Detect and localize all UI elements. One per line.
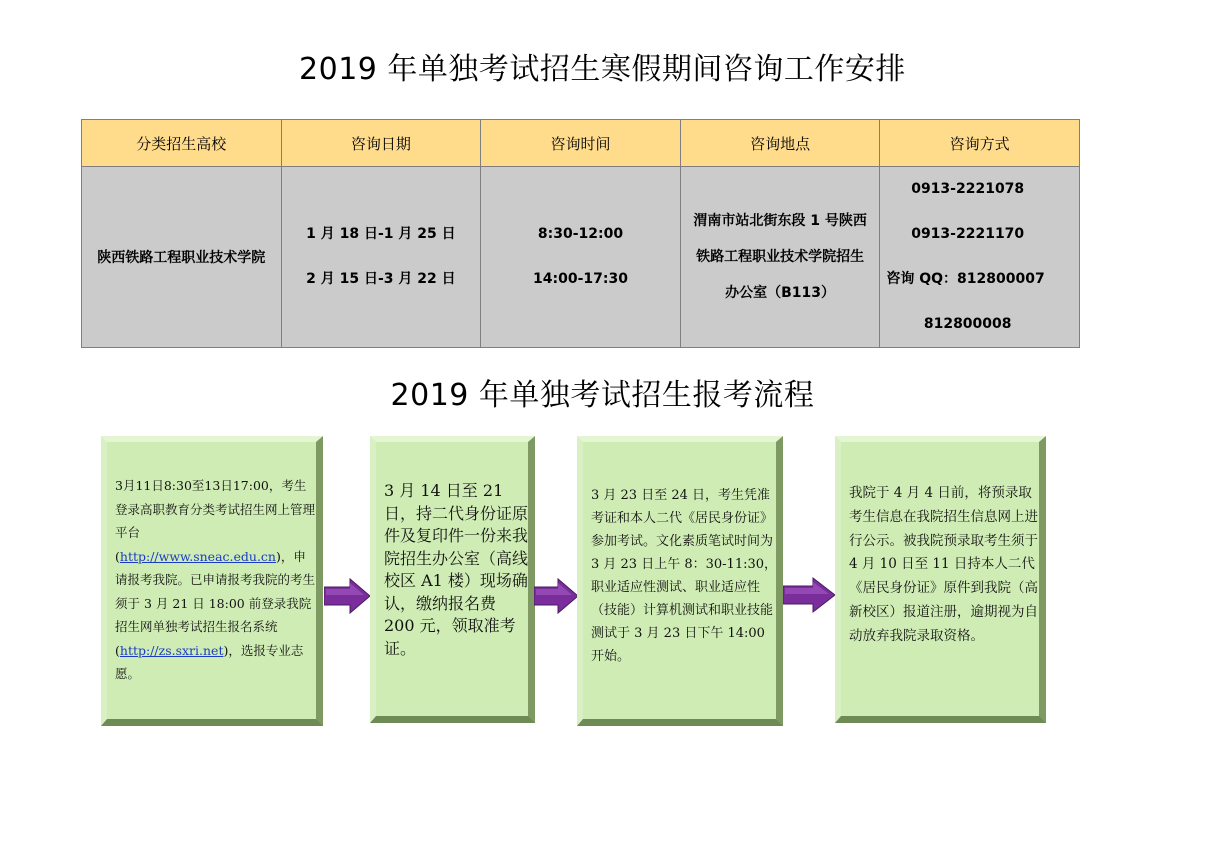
address-line-1: 渭南市站北街东段 1 号陕西 [693, 213, 867, 229]
header-school: 分类招生高校 [82, 120, 282, 167]
step-4-text: 我院于 4 月 4 日前，将预录取考生信息在我院招生信息网上进行公示。被我院预录取考生须于 4 月 10 日至 11 日持本人二代《居民身份证》原件到我院（高新校区）报道注册，逾期视为自动放弃我院录取资格。 [849, 485, 1038, 644]
step-1-box [101, 436, 323, 726]
header-time: 咨询时间 [481, 120, 681, 167]
sxri-link[interactable]: http://zs.sxri.net [119, 642, 224, 658]
school-cell: 陕西铁路工程职业技术学院 [82, 167, 282, 348]
step-2-box [370, 436, 535, 723]
header-contact: 咨询方式 [880, 120, 1080, 167]
time-range-2: 14:00-17:30 [533, 271, 628, 287]
arrow-right-icon [783, 576, 837, 614]
process-title: 2019 年单独考试招生报考流程 [390, 378, 815, 413]
phone-1: 0913-2221078 [911, 181, 1025, 197]
arrow-right-icon [534, 577, 580, 615]
address-cell [680, 167, 880, 348]
date-cell [281, 167, 481, 348]
qq-2: 812800008 [923, 316, 1012, 332]
step-2-text: 3 月 14 日至 21 日，持二代身份证原件及复印件一份来我院招生办公室（高线校区 A1 楼）现场确认，缴纳报名费 200 元，领取准考证。 [384, 481, 529, 658]
step-1-text: 3月11日8:30至13日17:00，考生登录高职教育分类考试招生网上管理平台(http://www.sneac.edu.cn)，申请报考我院。已申请报考我院的考生须于 3 月 21 日 18:00 前登录我院招生网单独考试招生报名系统(http://zs.sxri.net)，选报专业志愿。 [115, 478, 316, 681]
step-1-part-3: ，选报专业志愿。 [115, 642, 304, 681]
date-range-2: 2 月 15 日-3 月 22 日 [306, 271, 456, 287]
schedule-title: 2019 年单独考试招生寒假期间咨询工作安排 [299, 52, 906, 87]
qq-1: 咨询 QQ：812800007 [886, 271, 1045, 287]
address-line-2: 铁路工程职业技术学院招生 [696, 249, 865, 265]
table-header-row [82, 120, 1080, 167]
sneac-link[interactable]: http://www.sneac.edu.cn [119, 548, 276, 564]
table-row [82, 167, 1080, 348]
header-location: 咨询地点 [680, 120, 880, 167]
time-range-1: 8:30-12:00 [537, 226, 624, 242]
step-3-text: 3 月 23 日至 24 日，考生凭准考证和本人二代《居民身份证》参加考试。文化素质笔试时间为 3 月 23 日上午 8：30-11:30，职业适应性测试、职业适应性（技能）计算机测试和职业技能测试于 3 月 23 日下午 14:00 开始。 [591, 488, 778, 664]
step-3-box [577, 436, 783, 726]
date-range-1: 1 月 18 日-1 月 25 日 [306, 226, 456, 242]
step-1-part-1: 3月11日8:30至13日17:00，考生登录高职教育分类考试招生网上管理平台 [115, 478, 316, 540]
address-line-3: 办公室（B113） [725, 285, 836, 301]
contact-cell [880, 167, 1080, 348]
header-date: 咨询日期 [281, 120, 481, 167]
phone-2: 0913-2221170 [911, 226, 1025, 242]
consultation-schedule-table [81, 119, 1080, 348]
time-cell [481, 167, 681, 348]
arrow-right-icon [324, 577, 372, 615]
step-4-box [835, 436, 1046, 723]
step-1-part-2: ，申请报考我院。已申请报考我院的考生须于 3 月 21 日 18:00 前登录我院招生网单独考试招生报名系统 [115, 548, 316, 634]
